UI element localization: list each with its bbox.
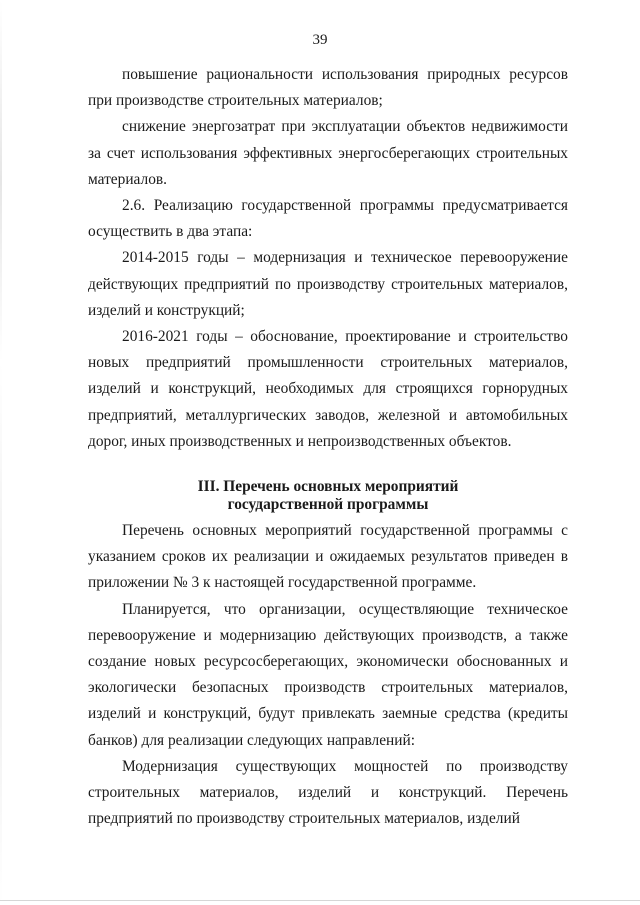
paragraph: повышение рациональности использования природных ресурсов при производстве строительных материалов; <box>88 66 568 110</box>
paragraph: Планируется, что организации, осуществляющие техническое перевооружение и модернизацию действующих производств, а также создание новых ресурсосберегающих, экономически обоснованных и экологически безопасных производств строительных материалов, изделий и конструкций, будут привлекать заемные средства (кредиты банков) для реализации следующих направлений: <box>88 600 568 749</box>
section-heading-line-1: III. Перечень основных мероприятий <box>197 478 459 495</box>
scan-edge <box>0 0 2 905</box>
paragraph: 2014-2015 годы – модернизация и техническое перевооружение действующих предприятий по производству строительных материалов, изделий и конструкций; <box>88 249 568 319</box>
scan-edge-bottom <box>0 900 640 901</box>
section-heading-line-2: государственной программы <box>227 496 429 513</box>
paragraph: снижение энергозатрат при эксплуатации объектов недвижимости за счет использования эффективных энергосберегающих строительных материалов. <box>88 118 568 188</box>
paragraph: Модернизация существующих мощностей по производству строительных материалов, изделий и конструкций. Перечень предприятий по производству строительных материалов, изделий <box>88 757 568 828</box>
body-text-lower <box>88 518 568 832</box>
paragraph: 2.6. Реализацию государственной программы предусматривается осуществить в два этапа: <box>88 197 568 241</box>
paragraph: 2016-2021 годы – обоснование, проектирование и строительство новых предприятий промышленности строительных материалов, изделий и конструкций, необходимых для строящихся горнорудных предприятий, металлургических заводов, железной и автомобильных дорог, иных производственных и непроизводственных объектов. <box>88 328 568 450</box>
section-heading <box>88 478 568 514</box>
page-number: 39 <box>312 32 328 48</box>
body-text-upper <box>88 62 568 455</box>
paragraph: Перечень основных мероприятий государственной программы с указанием сроков их реализации и ожидаемых результатов приведен в приложении № 3 к настоящей государственной программе. <box>88 522 568 592</box>
